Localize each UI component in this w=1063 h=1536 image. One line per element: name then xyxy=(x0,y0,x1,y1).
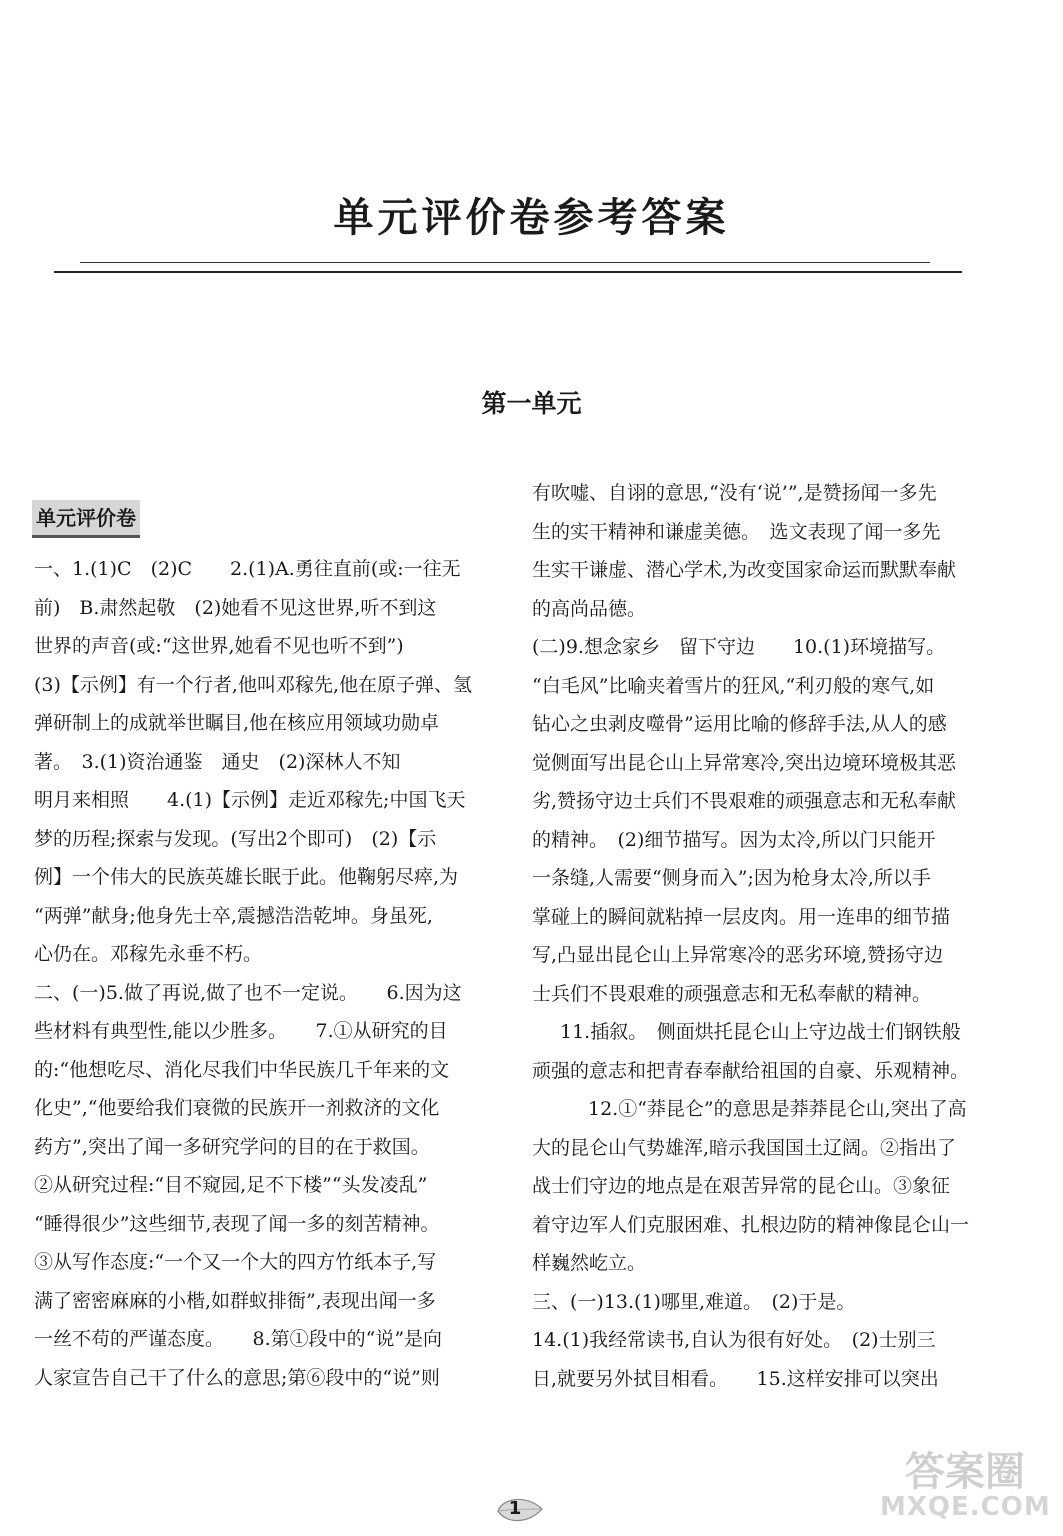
text-line: 的高尚品德。 xyxy=(532,597,647,620)
text-line: 顽强的意志和把青春奉献给祖国的自豪、乐观精神。 xyxy=(532,1059,970,1082)
text-line: “两弹”献身;他身先士卒,震撼浩浩乾坤。身虽死, xyxy=(34,904,433,927)
text-line: 生实干谦虚、潜心学术,为改变国家命运而默默奉献 xyxy=(532,559,957,581)
watermark-logo: 答案圈 xyxy=(905,1449,1025,1495)
text-line: 满了密密麻麻的小楷,如群蚁排衙”,表现出闻一多 xyxy=(34,1289,436,1312)
text-line: 药方”,突出了闻一多研究学问的目的在于救国。 xyxy=(34,1135,430,1158)
watermark xyxy=(880,1440,1050,1530)
text-line: 11.插叙。 侧面烘托昆仑山上守边战士们钢铁般 xyxy=(560,1021,961,1043)
text-line: 劣,赞扬守边士兵们不畏艰难的顽强意志和无私奉献 xyxy=(532,790,957,812)
text-line: 有吹嘘、自诩的意思,“没有‘说’”,是赞扬闻一多先 xyxy=(532,482,937,504)
text-line: 前) B.肃然起敬 (2)她看不见这世界,听不到这 xyxy=(34,596,437,619)
text-line: ③从写作态度:“一个又一个大的四方竹纸本子,写 xyxy=(34,1251,437,1273)
text-line: 生的实干精神和谦虚美德。 选文表现了闻一多先 xyxy=(532,520,941,543)
text-line: 战士们守边的地点是在艰苦异常的昆仑山。③象征 xyxy=(532,1175,951,1197)
section-header: 单元评价卷 xyxy=(32,500,140,538)
text-line: 日,就要另外拭目相看。 15.这样安排可以突出 xyxy=(532,1367,939,1390)
text-line: 钻心之虫剥皮噬骨”运用比喻的修辞手法,从人的感 xyxy=(532,713,947,735)
text-line: 觉侧面写出昆仑山上异常寒冷,突出边境环境极其恶 xyxy=(532,751,957,774)
text-line: (二)9.想念家乡 留下守边 10.(1)环境描写。 xyxy=(532,636,946,658)
text-line: 12.①“莽昆仑”的意思是莽莽昆仑山,突出了高 xyxy=(588,1098,967,1120)
text-line: 三、(一)13.(1)哪里,难道。 (2)于是。 xyxy=(532,1290,856,1313)
text-line: 著。 3.(1)资治通鉴 通史 (2)深林人不知 xyxy=(34,750,401,773)
watermark-url: MXQE.COM xyxy=(880,1492,1051,1522)
text-line: 心仍在。邓稼先永垂不朽。 xyxy=(34,943,263,965)
text-line: 一、1.(1)C (2)C 2.(1)A.勇往直前(或:一往无 xyxy=(34,558,461,580)
text-line: (3)【示例】有一个行者,他叫邓稼先,他在原子弹、氢 xyxy=(34,673,472,696)
right-column xyxy=(532,474,990,1398)
text-line: 的:“他想吃尽、消化尽我们中华民族几千年来的文 xyxy=(34,1058,450,1081)
text-line: “白毛风”比喻夹着雪片的狂风,“利刃般的寒气,如 xyxy=(532,674,935,697)
text-line: 一条缝,人需要“侧身而入”;因为枪身太冷,所以手 xyxy=(532,867,931,889)
text-line: 明月来相照 4.(1)【示例】走近邓稼先;中国飞天 xyxy=(34,789,466,811)
text-line: 二、(一)5.做了再说,做了也不一定说。 6.因为这 xyxy=(34,981,462,1004)
title-rule-thin xyxy=(80,262,930,263)
page-number xyxy=(495,1494,545,1526)
text-line: 弹研制上的成就举世瞩目,他在核应用领域功勋卓 xyxy=(34,712,440,734)
text-line: 掌碰上的瞬间就粘掉一层皮肉。用一连串的细节描 xyxy=(532,905,951,928)
text-line: 的精神。 (2)细节描写。因为太冷,所以门只能开 xyxy=(532,828,936,851)
text-line: 例】一个伟大的民族英雄长眠于此。他鞠躬尽瘁,为 xyxy=(34,866,459,888)
title-rule-thick xyxy=(54,271,962,273)
page-title: 单元评价卷参考答案 xyxy=(333,195,730,241)
text-line: 写,凸显出昆仑山上异常寒冷的恶劣环境,赞扬守边 xyxy=(532,944,944,966)
text-line: 一丝不苟的严谨态度。 8.第①段中的“说”是向 xyxy=(34,1328,443,1350)
left-column xyxy=(34,550,502,1397)
page-number-text: 1 xyxy=(508,1498,522,1519)
text-line: 大的昆仑山气势雄浑,暗示我国国土辽阔。②指出了 xyxy=(532,1136,957,1159)
text-line: 化史”,“他要给我们衰微的民族开一剂救济的文化 xyxy=(34,1097,440,1119)
text-line: 样巍然屹立。 xyxy=(532,1252,647,1274)
text-line: 人家宣告自己干了什么的意思;第⑥段中的“说”则 xyxy=(34,1366,440,1389)
text-line: “睡得很少”这些细节,表现了闻一多的刻苦精神。 xyxy=(34,1212,440,1235)
text-line: 世界的声音(或:“这世界,她看不见也听不到”) xyxy=(34,635,404,657)
text-line: 着守边军人们克服困难、扎根边防的精神像昆仑山一 xyxy=(532,1213,970,1236)
text-line: 些材料有典型性,能以少胜多。 7.①从研究的目 xyxy=(34,1020,448,1042)
text-line: ②从研究过程:“目不窥园,足不下楼”“头发凌乱” xyxy=(34,1174,428,1196)
text-line: 士兵们不畏艰难的顽强意志和无私奉献的精神。 xyxy=(532,982,932,1005)
unit-title: 第一单元 xyxy=(481,389,582,418)
text-line: 14.(1)我经常读书,自认为很有好处。 (2)士别三 xyxy=(532,1329,936,1351)
text-line: 梦的历程;探索与发现。(写出2个即可) (2)【示 xyxy=(34,827,437,850)
